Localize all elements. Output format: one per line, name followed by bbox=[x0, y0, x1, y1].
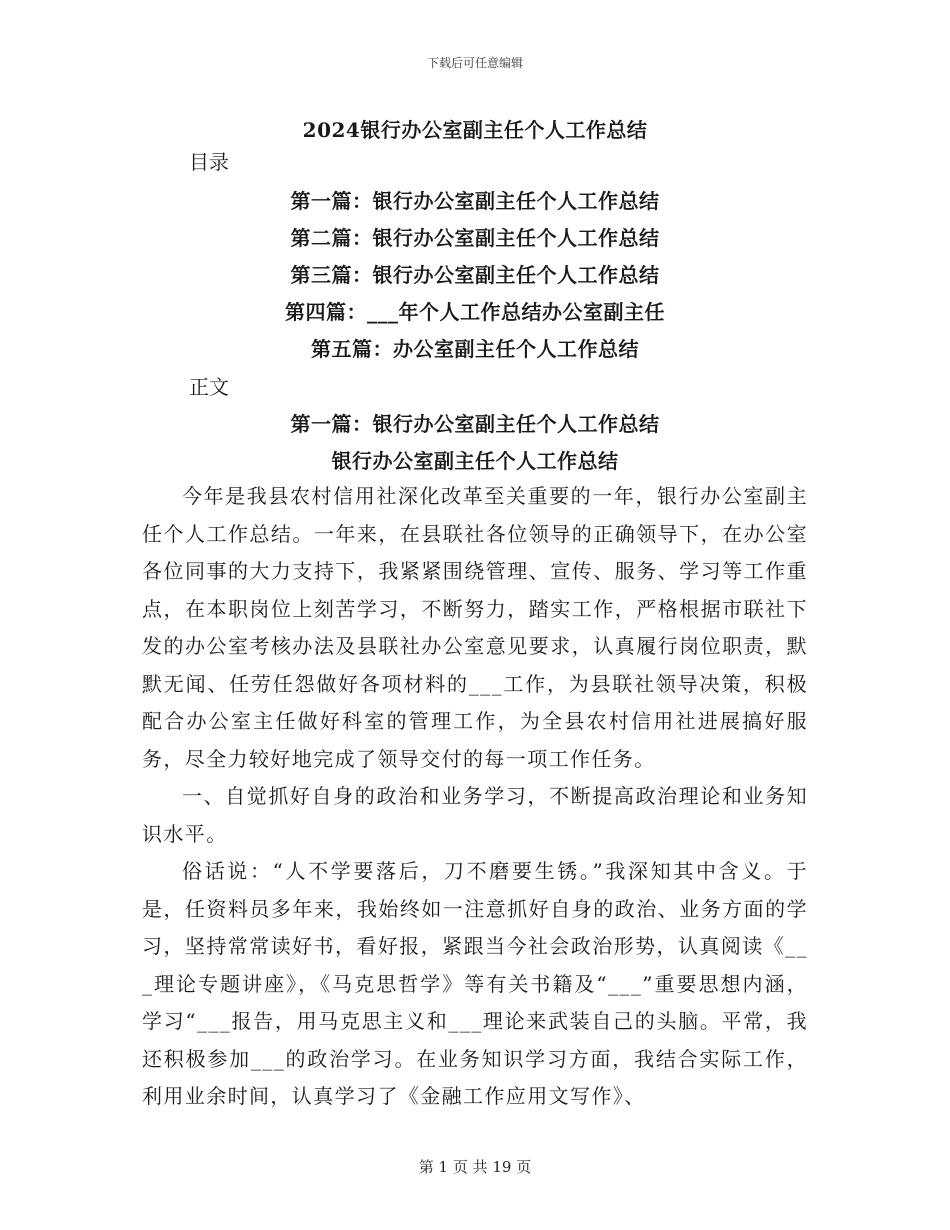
page-footer: 第 1 页 共 19 页 bbox=[418, 1158, 532, 1176]
paragraph-2: 一、自觉抓好自身的政治和业务学习，不断提高政治理论和业务知识水平。 bbox=[142, 784, 808, 846]
section-heading: 第一篇：银行办公室副主任个人工作总结 bbox=[290, 412, 660, 436]
toc-item-4[interactable]: 第四篇：___年个人工作总结办公室副主任 bbox=[285, 300, 665, 324]
table-of-contents bbox=[0, 183, 950, 368]
header-note: 下载后可任意编辑 bbox=[426, 56, 523, 70]
document-title: 2024银行办公室副主任个人工作总结 bbox=[302, 118, 648, 142]
article-body bbox=[142, 478, 808, 1116]
toc-item-2[interactable]: 第二篇：银行办公室副主任个人工作总结 bbox=[290, 226, 660, 250]
paragraph-1: 今年是我县农村信用社深化改革至关重要的一年，银行办公室副主任个人工作总结。一年来，在县联社各位领导的正确领导下，在办公室各位同事的大力支持下，我紧紧围绕管理、宣传、服务、学习等工作重点，在本职岗位上刻苦学习，不断努力，踏实工作，严格根据市联社下发的办公室考核办法及县联社办公室意见要求，认真履行岗位职责，默默无闻、任劳任怨做好各项材料的___工作，为县联社领导决策，积极配合办公室主任做好科室的管理工作，为全县农村信用社进展搞好服务，尽全力较好地完成了领导交付的每一项工作任务。 bbox=[142, 484, 808, 771]
toc-item-5[interactable]: 第五篇：办公室副主任个人工作总结 bbox=[311, 337, 639, 361]
body-label: 正文 bbox=[189, 375, 229, 399]
toc-item-3[interactable]: 第三篇：银行办公室副主任个人工作总结 bbox=[290, 263, 660, 287]
toc-label: 目录 bbox=[189, 150, 229, 174]
paragraph-3: 俗话说：“人不学要落后，刀不磨要生锈。”我深知其中含义。于是，任资料员多年来，我始终如一注意抓好自身的政治、业务方面的学习，坚持常常读好书，看好报，紧跟当今社会政治形势，认真阅读《___理论专题讲座》，《马克思哲学》等有关书籍及“___”重要思想内涵，学习“___报告，用马克思主义和___理论来武装自己的头脑。平常，我还积极参加___的政治学习。在业务知识学习方面，我结合实际工作，利用业余时间，认真学习了《金融工作应用文写作》、 bbox=[142, 859, 808, 1108]
toc-item-1[interactable]: 第一篇：银行办公室副主任个人工作总结 bbox=[290, 189, 660, 213]
article-title: 银行办公室副主任个人工作总结 bbox=[331, 449, 619, 473]
